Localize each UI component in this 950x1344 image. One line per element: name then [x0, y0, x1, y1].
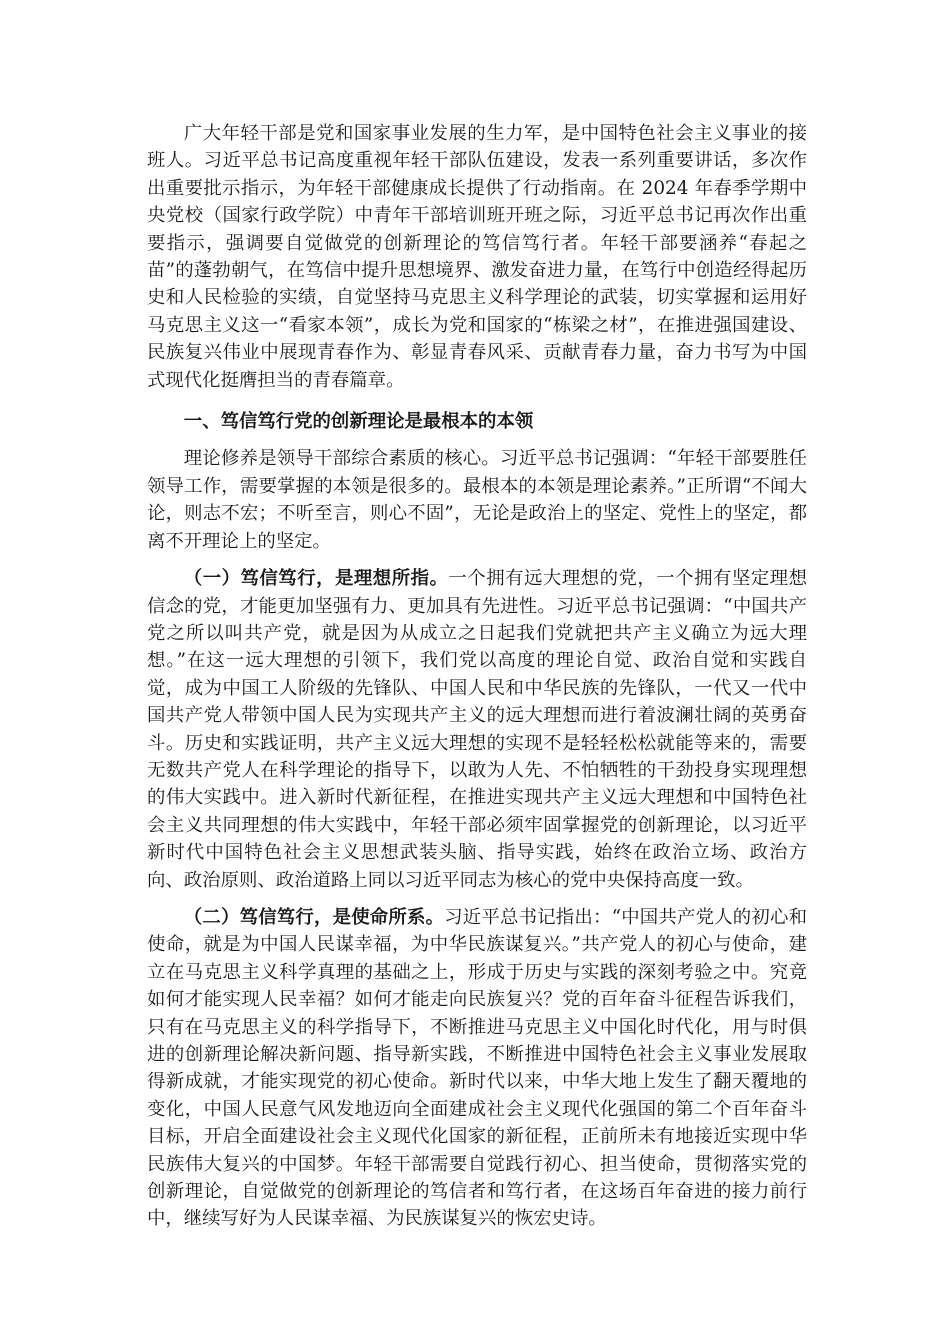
subsection-2-body: 习近平总书记指出：“中国共产党人的初心和使命，就是为中国人民谋幸福，为中华民族谋复兴。”共产党人的初心与使命，建立在马克思主义科学真理的基础之上，形成于历史与实践的深刻考验之中。究竟如何才能实现人民幸福？如何才能走向民族复兴？党的百年奋斗征程告诉我们，只有在马克思主义的科学指导下，不断推进马克思主义中国化时代化，用与时俱进的创新理论解决新问题、指导新实践，不断推进中国特色社会主义事业发展取得新成就，才能实现党的初心使命。新时代以来，中华大地上发生了翻天覆地的变化，中国人民意气风发地迈向全面建成社会主义现代化强国的第二个百年奋斗目标，开启全面建设社会主义现代化国家的新征程，正前所未有地接近实现中华民族伟大复兴的中国梦。年轻干部需要自觉践行初心、担当使命，贯彻落实党的创新理论，自觉做党的创新理论的笃信者和笃行者，在这场百年奋进的接力前行中，继续写好为人民谋幸福、为民族谋复兴的恢宏史诗。	[147, 906, 807, 1230]
subsection-2-paragraph	[147, 904, 807, 1233]
subsection-1-body: 一个拥有远大理想的党，一个拥有坚定理想信念的党，才能更加坚强有力、更加具有先进性。习近平总书记强调：“中国共产党之所以叫共产党，就是因为从成立之日起我们党就把共产主义确立为远大理想。”在这一远大理想的引领下，我们党以高度的理论自觉、政治自觉和实践自觉，成为中国工人阶级的先锋队、中国人民和中华民族的先锋队，一代又一代中国共产党人带领中国人民为实现共产主义的远大理想而进行着波澜壮阔的英勇奋斗。历史和实践证明，共产主义远大理想的实现不是轻轻松松就能等来的，需要无数共产党人在科学理论的指导下，以敢为人先、不怕牺牲的干劲投身实现理想的伟大实践中。进入新时代新征程，在推进实现共产主义远大理想和中国特色社会主义共同理想的伟大实践中，年轻干部必须牢固掌握党的创新理论，以习近平新时代中国特色社会主义思想武装头脑、指导实践，始终在政治立场、政治方向、政治原则、政治道路上同以习近平同志为核心的党中央保持高度一致。	[147, 568, 807, 891]
section-intro-paragraph: 理论修养是领导干部综合素质的核心。习近平总书记强调：“年轻干部要胜任领导工作，需要掌握的本领是很多的。最根本的本领是理论素养。”正所谓“不闻大论，则志不宏；不听至言，则心不固”，无论是政治上的坚定、党性上的坚定，都离不开理论上的坚定。	[147, 448, 807, 552]
subsection-1-paragraph	[147, 565, 807, 894]
subsection-2-lead: （二）笃信笃行，是使命所系。	[183, 906, 445, 928]
intro-paragraph: 广大年轻干部是党和国家事业发展的生力军，是中国特色社会主义事业的接班人。习近平总书记高度重视年轻干部队伍建设，发表一系列重要讲话，多次作出重要批示指示，为年轻干部健康成长提供了行动指南。在 2024 年春季学期中央党校（国家行政学院）中青年干部培训班开班之际，习近平总书记再次作出重要指示，强调要自觉做党的创新理论的笃信笃行者。年轻干部要涵养“春起之苗”的蓬勃朝气，在笃信中提升思想境界、激发奋进力量，在笃行中创造经得起历史和人民检验的实绩，自觉坚持马克思主义科学理论的武装，切实掌握和运用好马克思主义这一“看家本领”，成长为党和国家的“栋梁之材”，在推进强国建设、民族复兴伟业中展现青春作为、彰显青春风采、贡献青春力量，奋力书写为中国式现代化挺膺担当的青春篇章。	[147, 123, 807, 391]
document-body	[147, 120, 807, 1233]
subsection-1-lead: （一）笃信笃行，是理想所指。	[183, 568, 449, 590]
section-heading: 一、笃信笃行党的创新理论是最根本的本领	[183, 411, 534, 433]
